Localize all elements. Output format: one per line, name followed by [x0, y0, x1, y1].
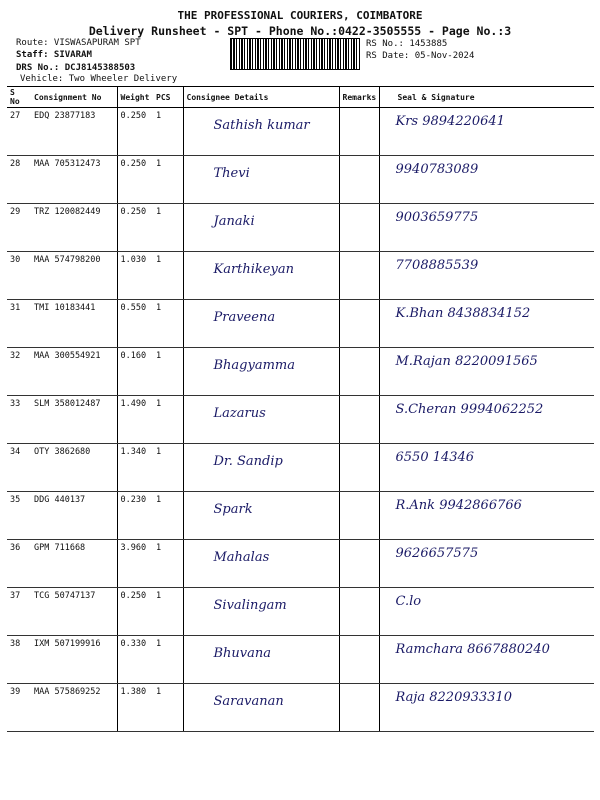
table-row: [7, 108, 594, 156]
cell-signature: 9003659775: [379, 204, 594, 252]
cell-remarks: [339, 348, 379, 396]
cell-consignee: Karthikeyan: [183, 252, 339, 300]
cell-pcs: 1: [153, 204, 183, 252]
cell-pcs: 1: [153, 300, 183, 348]
cell-consignee: Sivalingam: [183, 588, 339, 636]
cell-weight: 1.030: [117, 252, 153, 300]
cell-consignment: GPM 711668: [31, 540, 117, 588]
col-consignment: Consignment No: [31, 87, 117, 108]
table-header: [7, 87, 594, 108]
cell-consignment: TRZ 120082449: [31, 204, 117, 252]
cell-consignment: TCG 50747137: [31, 588, 117, 636]
rs-date-label: RS Date: 05-Nov-2024: [366, 51, 475, 61]
cell-consignee: Spark: [183, 492, 339, 540]
cell-signature: M.Rajan 8220091565: [379, 348, 594, 396]
cell-remarks: [339, 252, 379, 300]
cell-consignee: Sathish kumar: [183, 108, 339, 156]
cell-pcs: 1: [153, 684, 183, 732]
cell-pcs: 1: [153, 252, 183, 300]
cell-consignee: Saravanan: [183, 684, 339, 732]
cell-weight: 0.250: [117, 588, 153, 636]
cell-sno: 38: [7, 636, 31, 684]
runsheet-title: Delivery Runsheet - SPT - Phone No.:0422-3505555 - Page No.:3: [88, 24, 512, 38]
cell-weight: 1.490: [117, 396, 153, 444]
cell-consignee: Bhuvana: [183, 636, 339, 684]
table-row: [7, 252, 594, 300]
cell-sno: 32: [7, 348, 31, 396]
cell-consignee: Janaki: [183, 204, 339, 252]
table-row: [7, 588, 594, 636]
cell-signature: 9626657575: [379, 540, 594, 588]
table-row: [7, 540, 594, 588]
table-row: [7, 492, 594, 540]
cell-remarks: [339, 684, 379, 732]
vehicle-label: Vehicle: Two Wheeler Delivery: [20, 74, 178, 84]
cell-weight: 0.250: [117, 204, 153, 252]
col-consignee: Consignee Details: [183, 87, 339, 108]
col-sno: S No: [7, 87, 31, 108]
cell-pcs: 1: [153, 588, 183, 636]
col-weight: Weight: [117, 87, 153, 108]
cell-remarks: [339, 492, 379, 540]
table-row: [7, 156, 594, 204]
table-row: [7, 636, 594, 684]
col-remarks: Remarks: [339, 87, 379, 108]
cell-consignment: TMI 10183441: [31, 300, 117, 348]
cell-consignee: Praveena: [183, 300, 339, 348]
cell-sno: 37: [7, 588, 31, 636]
cell-sno: 39: [7, 684, 31, 732]
cell-signature: C.lo: [379, 588, 594, 636]
cell-weight: 0.230: [117, 492, 153, 540]
cell-signature: 9940783089: [379, 156, 594, 204]
cell-pcs: 1: [153, 396, 183, 444]
cell-remarks: [339, 156, 379, 204]
cell-consignee: Mahalas: [183, 540, 339, 588]
cell-sno: 34: [7, 444, 31, 492]
cell-weight: 0.250: [117, 108, 153, 156]
cell-remarks: [339, 396, 379, 444]
route-label: Route: VISWASAPURAM SPT: [16, 38, 141, 48]
cell-weight: 1.340: [117, 444, 153, 492]
table-row: [7, 300, 594, 348]
cell-signature: Ramchara 8667880240: [379, 636, 594, 684]
cell-pcs: 1: [153, 156, 183, 204]
cell-sno: 30: [7, 252, 31, 300]
cell-weight: 1.380: [117, 684, 153, 732]
cell-consignee: Bhagyamma: [183, 348, 339, 396]
cell-consignment: MAA 575869252: [31, 684, 117, 732]
cell-weight: 3.960: [117, 540, 153, 588]
table-row: [7, 348, 594, 396]
cell-signature: Krs 9894220641: [379, 108, 594, 156]
cell-sno: 27: [7, 108, 31, 156]
cell-sno: 29: [7, 204, 31, 252]
cell-signature: 6550 14346: [379, 444, 594, 492]
cell-weight: 0.250: [117, 156, 153, 204]
drs-label: DRS No.: DCJ8145388503: [16, 63, 136, 73]
cell-signature: Raja 8220933310: [379, 684, 594, 732]
cell-sno: 36: [7, 540, 31, 588]
cell-pcs: 1: [153, 636, 183, 684]
cell-sno: 33: [7, 396, 31, 444]
cell-consignment: MAA 574798200: [31, 252, 117, 300]
cell-pcs: 1: [153, 540, 183, 588]
cell-pcs: 1: [153, 444, 183, 492]
barcode: [230, 38, 360, 70]
cell-remarks: [339, 300, 379, 348]
cell-remarks: [339, 636, 379, 684]
table-row: [7, 204, 594, 252]
cell-consignment: OTY 3862680: [31, 444, 117, 492]
cell-consignment: MAA 300554921: [31, 348, 117, 396]
cell-sno: 35: [7, 492, 31, 540]
cell-remarks: [339, 204, 379, 252]
table-row: [7, 444, 594, 492]
cell-sno: 28: [7, 156, 31, 204]
cell-signature: S.Cheran 9994062252: [379, 396, 594, 444]
cell-consignment: DDG 440137: [31, 492, 117, 540]
cell-pcs: 1: [153, 348, 183, 396]
cell-consignment: SLM 358012487: [31, 396, 117, 444]
cell-consignee: Lazarus: [183, 396, 339, 444]
cell-consignment: IXM 507199916: [31, 636, 117, 684]
cell-remarks: [339, 588, 379, 636]
cell-weight: 0.160: [117, 348, 153, 396]
table-row: [7, 684, 594, 732]
cell-signature: K.Bhan 8438834152: [379, 300, 594, 348]
cell-weight: 0.550: [117, 300, 153, 348]
cell-consignee: Thevi: [183, 156, 339, 204]
cell-consignment: MAA 705312473: [31, 156, 117, 204]
cell-sno: 31: [7, 300, 31, 348]
cell-remarks: [339, 108, 379, 156]
cell-weight: 0.330: [117, 636, 153, 684]
company-title: THE PROFESSIONAL COURIERS, COIMBATORE: [177, 9, 423, 22]
cell-pcs: 1: [153, 492, 183, 540]
cell-consignee: Dr. Sandip: [183, 444, 339, 492]
cell-consignment: EDQ 23877183: [31, 108, 117, 156]
rs-no-label: RS No.: 1453885: [366, 39, 448, 49]
col-pcs: PCS: [153, 87, 183, 108]
cell-pcs: 1: [153, 108, 183, 156]
cell-remarks: [339, 444, 379, 492]
col-signature: Seal & Signature: [379, 87, 594, 108]
table-row: [7, 396, 594, 444]
cell-signature: R.Ank 9942866766: [379, 492, 594, 540]
runsheet-table: [7, 86, 594, 732]
cell-remarks: [339, 540, 379, 588]
cell-signature: 7708885539: [379, 252, 594, 300]
staff-label: Staff: SIVARAM: [16, 50, 92, 60]
